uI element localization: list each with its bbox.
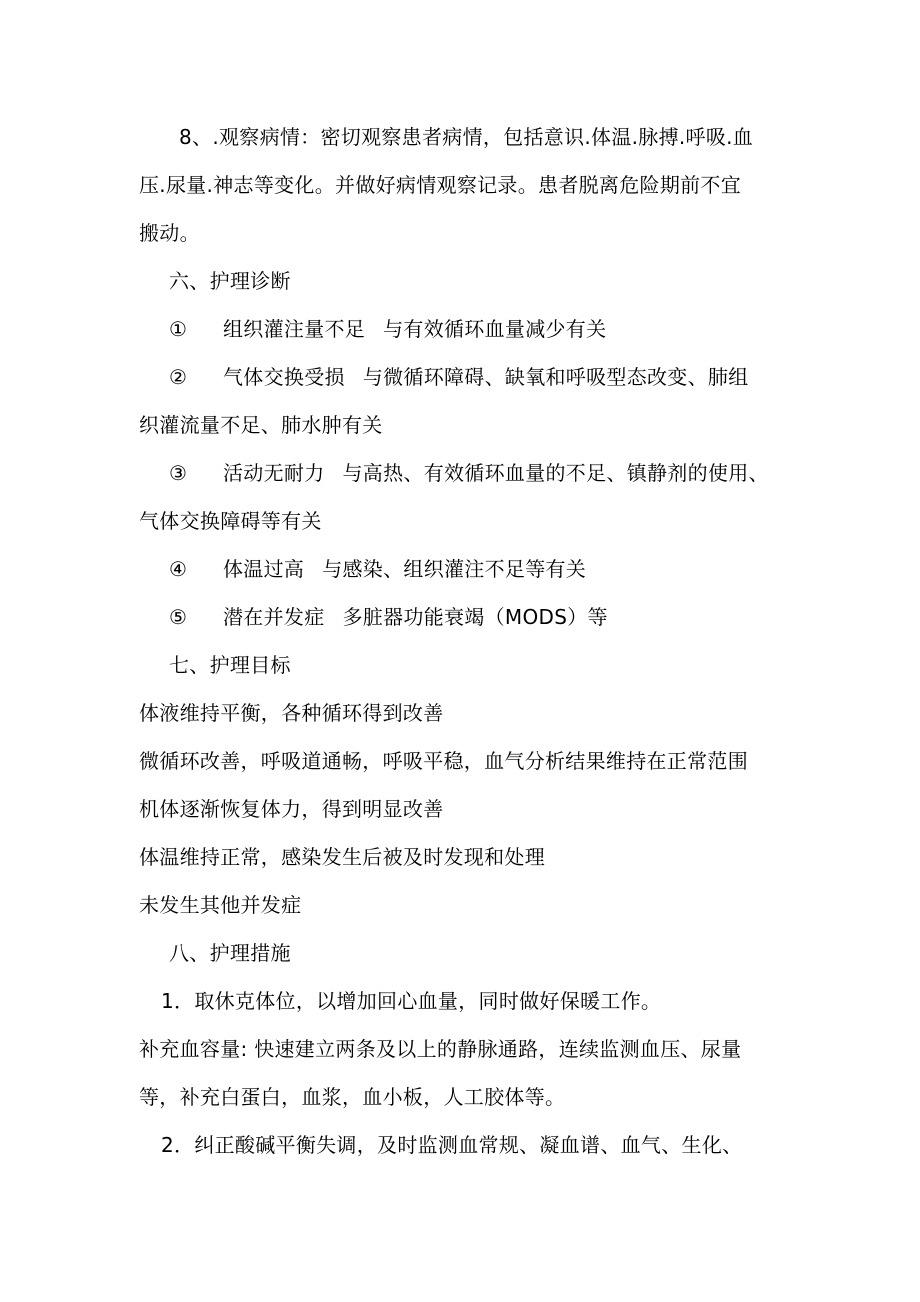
diagnosis-cause: 与高热、有效循环血量的不足、镇静剂的使用、 bbox=[342, 461, 769, 485]
goal-item: 体温维持正常，感染发生后被及时发现和处理 bbox=[139, 845, 545, 869]
goal-item: 体液维持平衡，各种循环得到改善 bbox=[139, 701, 444, 725]
section-heading-nursing-diagnosis: 六、护理诊断 bbox=[169, 269, 291, 293]
item-number: ① bbox=[169, 317, 188, 341]
observation-paragraph-line-3: 搬动。 bbox=[139, 221, 200, 245]
diagnosis-item-2-continued: 织灌流量不足、肺水肿有关 bbox=[139, 413, 383, 437]
section-heading-nursing-goals: 七、护理目标 bbox=[169, 653, 291, 677]
measure-item-2: 2．纠正酸碱平衡失调，及时监测血常规、凝血谱、血气、生化、 bbox=[161, 1133, 743, 1157]
diagnosis-name: 气体交换受损 bbox=[223, 365, 345, 389]
item-number: ⑤ bbox=[169, 605, 188, 629]
item-number: ② bbox=[169, 365, 188, 389]
measure-item-1-detail-continued: 等，补充白蛋白，血浆，血小板，人工胶体等。 bbox=[139, 1085, 566, 1109]
goal-item: 微循环改善，呼吸道通畅，呼吸平稳，血气分析结果维持在正常范围 bbox=[139, 749, 748, 773]
document-body bbox=[139, 113, 789, 1169]
diagnosis-name: 体温过高 bbox=[223, 557, 305, 581]
diagnosis-item-3 bbox=[139, 449, 789, 497]
diagnosis-name: 活动无耐力 bbox=[223, 461, 325, 485]
measure-item-1: 1．取休克体位，以增加回心血量，同时做好保暖工作。 bbox=[161, 989, 662, 1013]
goal-item: 机体逐渐恢复体力，得到明显改善 bbox=[139, 797, 444, 821]
section-heading-nursing-measures: 八、护理措施 bbox=[169, 941, 291, 965]
observation-paragraph-line-1: 8、.观察病情：密切观察患者病情，包括意识.体温.脉搏.呼吸.血 bbox=[179, 125, 754, 149]
diagnosis-item-5 bbox=[139, 593, 789, 641]
diagnosis-name: 潜在并发症 bbox=[223, 605, 325, 629]
diagnosis-cause: 与微循环障碍、缺氧和呼吸型态改变、肺组 bbox=[362, 365, 749, 389]
diagnosis-cause: 与有效循环血量减少有关 bbox=[383, 317, 607, 341]
measure-item-1-detail: 补充血容量: 快速建立两条及以上的静脉通路，连续监测血压、尿量 bbox=[139, 1037, 742, 1061]
diagnosis-cause: 与感染、组织灌注不足等有关 bbox=[322, 557, 587, 581]
diagnosis-item-4 bbox=[139, 545, 789, 593]
diagnosis-name: 组织灌注量不足 bbox=[223, 317, 366, 341]
observation-paragraph-line-2: 压.尿量.神志等变化。并做好病情观察记录。患者脱离危险期前不宜 bbox=[139, 173, 742, 197]
diagnosis-cause: 多脏器功能衰竭（MODS）等 bbox=[342, 605, 608, 629]
item-number: ③ bbox=[169, 461, 188, 485]
item-number: ④ bbox=[169, 557, 188, 581]
diagnosis-item-1 bbox=[139, 305, 789, 353]
diagnosis-item-2 bbox=[139, 353, 789, 401]
goal-item: 未发生其他并发症 bbox=[139, 893, 302, 917]
diagnosis-item-3-continued: 气体交换障碍等有关 bbox=[139, 509, 322, 533]
